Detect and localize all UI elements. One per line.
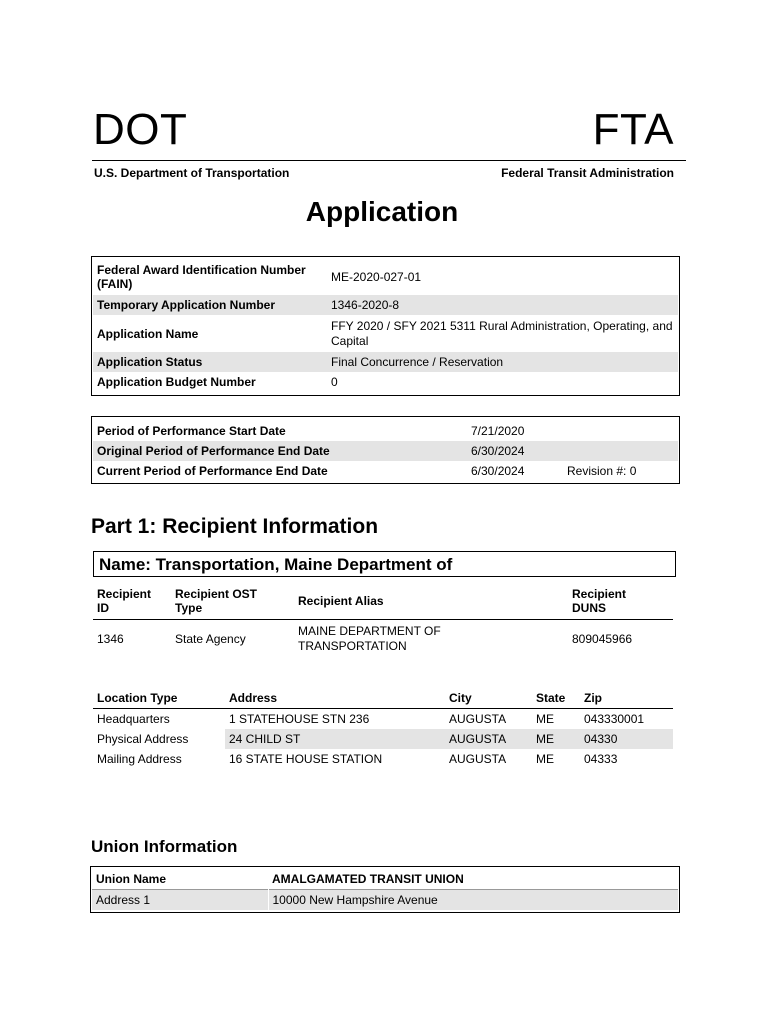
recipient-table bbox=[93, 583, 673, 659]
performance-table bbox=[93, 420, 678, 481]
perf-label: Original Period of Performance End Date bbox=[97, 444, 330, 458]
location-city: AUGUSTA bbox=[449, 732, 507, 746]
info-label: Application Status bbox=[97, 355, 203, 369]
location-zip: 04330 bbox=[584, 732, 618, 746]
fta-heading: FTA bbox=[592, 105, 674, 154]
union-box bbox=[90, 866, 680, 913]
union-address-label: Address 1 bbox=[92, 889, 268, 910]
location-zip: 04333 bbox=[584, 752, 618, 766]
col-recipient-alias: Recipient Alias bbox=[298, 593, 384, 608]
dot-subtitle: U.S. Department of Transportation bbox=[94, 166, 290, 180]
location-row bbox=[93, 708, 673, 729]
info-value: FFY 2020 / SFY 2021 5311 Rural Administration, Operating, and Capital bbox=[331, 318, 673, 348]
recipient-name-box bbox=[93, 551, 676, 577]
recipient-name: Name: Transportation, Maine Department of bbox=[99, 555, 453, 574]
info-row-app-name bbox=[93, 315, 678, 352]
info-label: Application Name bbox=[97, 326, 199, 341]
union-address-value: 10000 New Hampshire Avenue bbox=[272, 892, 438, 907]
revision-number: Revision #: 0 bbox=[567, 464, 637, 478]
header-rule bbox=[92, 160, 686, 161]
perf-value: 6/30/2024 bbox=[471, 464, 525, 478]
info-label: Federal Award Identification Number (FAIN) bbox=[97, 262, 306, 291]
info-row-fain bbox=[93, 258, 678, 295]
info-value: Final Concurrence / Reservation bbox=[331, 355, 504, 369]
info-row-status bbox=[93, 352, 678, 372]
col-zip: Zip bbox=[584, 690, 602, 705]
location-address: 1 STATEHOUSE STN 236 bbox=[229, 711, 370, 726]
application-info-box bbox=[91, 256, 680, 396]
location-type: Mailing Address bbox=[97, 752, 182, 766]
perf-label: Period of Performance Start Date bbox=[97, 423, 286, 438]
union-heading: Union Information bbox=[91, 837, 238, 856]
perf-row-orig-end bbox=[93, 441, 678, 461]
info-value: 1346-2020-8 bbox=[331, 298, 400, 312]
col-location-type: Location Type bbox=[97, 690, 178, 705]
col-recipient-duns: Recipient DUNS bbox=[572, 586, 627, 615]
info-row-budget-number bbox=[93, 372, 678, 392]
recipient-duns: 809045966 bbox=[572, 632, 633, 647]
col-state: State bbox=[536, 690, 566, 705]
location-state: ME bbox=[536, 732, 554, 746]
union-name-value: AMALGAMATED TRANSIT UNION bbox=[272, 871, 464, 886]
perf-row-curr-end bbox=[93, 461, 678, 481]
col-recipient-id: Recipient ID bbox=[97, 586, 152, 615]
recipient-id: 1346 bbox=[97, 632, 124, 647]
recipient-header-row bbox=[93, 583, 673, 619]
location-state: ME bbox=[536, 752, 554, 766]
location-address: 16 STATE HOUSE STATION bbox=[229, 752, 383, 766]
info-value: ME-2020-027-01 bbox=[331, 269, 422, 284]
union-table bbox=[92, 869, 678, 910]
col-ost-type: Recipient OST Type bbox=[175, 586, 258, 615]
perf-value: 7/21/2020 bbox=[471, 423, 525, 438]
perf-value: 6/30/2024 bbox=[471, 444, 525, 458]
application-info-table bbox=[93, 258, 678, 392]
perf-label: Current Period of Performance End Date bbox=[97, 464, 328, 478]
location-type: Headquarters bbox=[97, 711, 170, 726]
recipient-ost-type: State Agency bbox=[175, 632, 246, 647]
location-header-row bbox=[93, 688, 673, 708]
fta-subtitle: Federal Transit Administration bbox=[501, 166, 674, 180]
location-zip: 043330001 bbox=[584, 711, 645, 726]
location-city: AUGUSTA bbox=[449, 752, 507, 766]
recipient-alias: MAINE DEPARTMENT OF TRANSPORTATION bbox=[298, 624, 441, 654]
col-city: City bbox=[449, 690, 472, 705]
performance-box bbox=[91, 416, 680, 484]
location-city: AUGUSTA bbox=[449, 711, 507, 726]
location-address: 24 CHILD ST bbox=[229, 732, 301, 746]
page-title: Application bbox=[305, 196, 459, 227]
part1-heading: Part 1: Recipient Information bbox=[91, 515, 379, 538]
dot-heading: DOT bbox=[93, 105, 188, 154]
location-type: Physical Address bbox=[93, 729, 225, 749]
col-address: Address bbox=[229, 690, 278, 705]
info-row-temp-number bbox=[93, 295, 678, 315]
info-value: 0 bbox=[331, 375, 338, 389]
location-table bbox=[93, 688, 673, 769]
union-name-label: Union Name bbox=[96, 871, 167, 886]
location-row bbox=[93, 729, 673, 749]
location-state: ME bbox=[536, 711, 554, 726]
union-name-row bbox=[92, 869, 678, 889]
info-label: Temporary Application Number bbox=[97, 298, 276, 312]
recipient-row bbox=[93, 619, 673, 659]
perf-row-start bbox=[93, 420, 678, 441]
union-address-row bbox=[92, 889, 678, 910]
info-label: Application Budget Number bbox=[97, 375, 256, 389]
location-row bbox=[93, 749, 673, 769]
